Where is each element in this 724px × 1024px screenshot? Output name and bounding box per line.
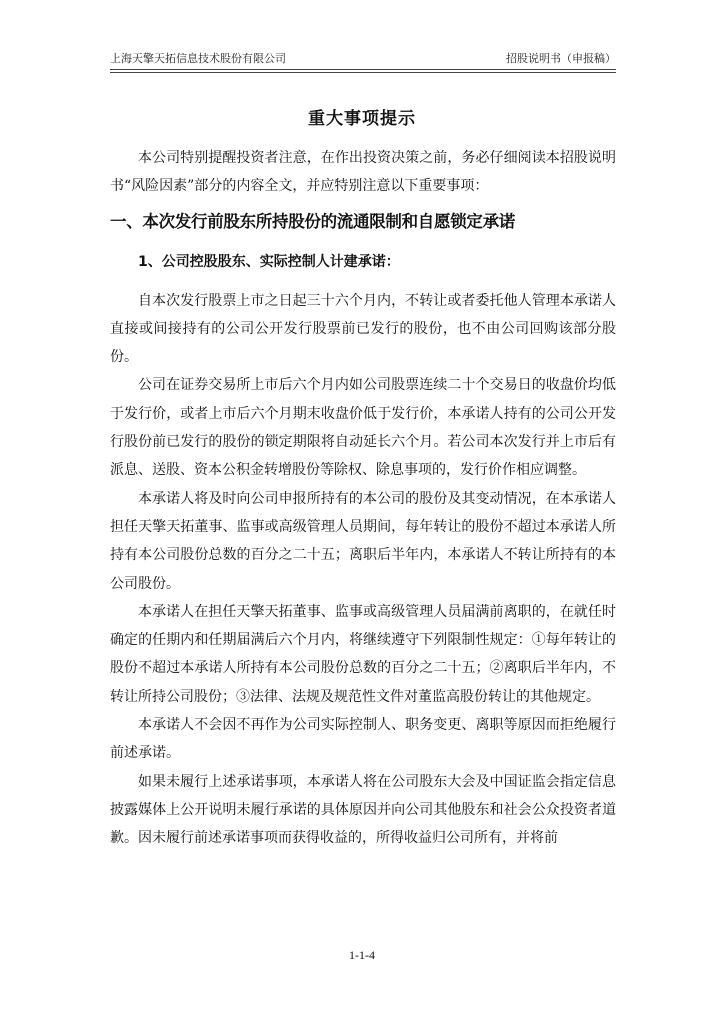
- body-paragraph: 本承诺人将及时向公司申报所持有的本公司的股份及其变动情况，在本承诺人担任天擎天拓董事、监事或高级管理人员期间，每年转让的股份不超过本承诺人所持有本公司股份总数的百分之二十五；离职后半年内，本承诺人不转让所持有的本公司股份。: [110, 490, 616, 592]
- header-document-title: 招股说明书（申报稿）: [506, 52, 616, 65]
- body-paragraph: 本承诺人在担任天擎天拓董事、监事或高级管理人员届满前离职的，在就任时确定的任期内和任期届满后六个月内，将继续遵守下列限制性规定：①每年转让的股份不超过本承诺人所持有本公司股份总数的百分之二十五；②离职后半年内，不转让所持公司股份；③法律、法规及规范性文件对董监高股份转让的其他规定。: [110, 603, 616, 705]
- page-title: 重大事项提示: [308, 109, 416, 129]
- document-body: [110, 144, 616, 853]
- section-heading: 一、本次发行前股东所持股份的流通限制和自愿锁定承诺: [110, 211, 516, 231]
- intro-paragraph: 本公司特别提醒投资者注意，在作出投资决策之前，务必仔细阅读本招股说明书“风险因素”部分的内容全文，并应特别注意以下重要事项：: [110, 150, 616, 195]
- body-paragraph: 本承诺人不会因不再作为公司实际控制人、职务变更、离职等原因而拒绝履行前述承诺。: [110, 717, 616, 762]
- page-number: 1-1-4: [349, 948, 375, 962]
- body-paragraph: 自本次发行股票上市之日起三十六个月内，不转让或者委托他人管理本承诺人直接或间接持有的公司公开发行股票前已发行的股份，也不由公司回购该部分股份。: [110, 292, 616, 366]
- body-paragraph: 如果未履行上述承诺事项，本承诺人将在公司股东大会及中国证监会指定信息披露媒体上公开说明未履行承诺的具体原因并向公司其他股东和社会公众投资者道歉。因未履行前述承诺事项而获得收益的，所得收益归公司所有，并将前: [110, 773, 616, 847]
- subsection-heading: 1、公司控股股东、实际控制人计建承诺：: [138, 253, 400, 270]
- page-header: [110, 50, 616, 70]
- body-paragraph: 公司在证券交易所上市后六个月内如公司股票连续二十个交易日的收盘价均低于发行价，或者上市后六个月期末收盘价低于发行价，本承诺人持有的公司公开发行股份前已发行的股份的锁定期限将自动延长六个月。若公司本次发行并上市后有派息、送股、资本公积金转增股份等除权、除息事项的，发行价作相应调整。: [110, 377, 616, 479]
- header-company-name: 上海天擎天拓信息技术股份有限公司: [110, 52, 286, 65]
